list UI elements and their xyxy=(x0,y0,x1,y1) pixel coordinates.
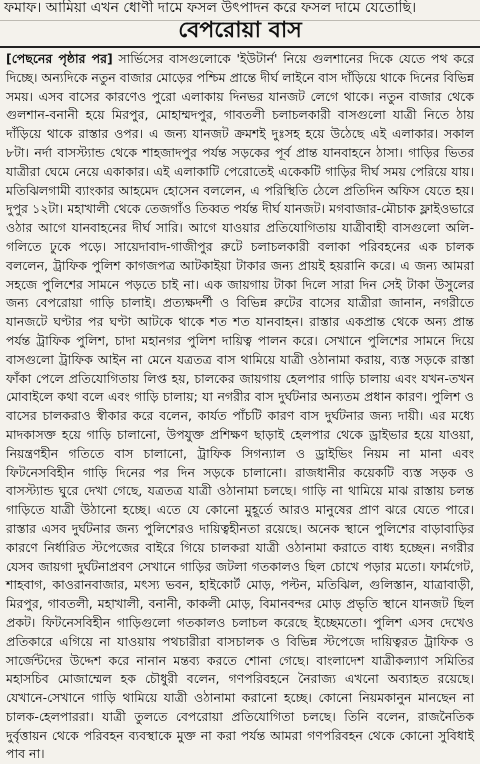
article-paragraph xyxy=(6,50,474,764)
article-text: সার্ভিসের বাসগুলোকে 'ইউটার্ন' নিয়ে গুলশানের দিকে যেতে পথ করে দিচ্ছে। অন্যদিকে নতুন বাজার মোড়ের পশ্চিম প্রান্তে দীর্ঘ লাইনে বাস দাঁড়িয়ে থাকে দিনের বিভিন্ন সময়। এসব বাসের কারণেও পুরো এলাকায় দিনভর যানজট লেগে থাকে। নতুন বাজার থেকে গুলশান-বনানী হয়ে মিরপুর, মোহাম্মদপুর, গাবতলী চলাচলকারী বাসগুলো যাত্রী নিতে ঠায় দাঁড়িয়ে থাকে রাস্তার ওপর। এ জন্য যানজট ক্রমশই দুঃসহ হয়ে উঠেছে এই এলাকার। সকাল ৮টা। নর্দা বাসস্ট্যান্ড থেকে শাহজাদপুর পর্যন্ত সড়কের পূর্ব প্রান্ত যানবাহনে ঠাসা। গাড়ির ভিতর যাত্রীরা ঘেমে নেয়ে একাকার। এই এলাকাটি পেরোতেই একেকটি গাড়ির দীর্ঘ সময় পেরিয়ে যায়। মতিঝিলগামী ব্যাংকার আহমেদ হোসেন বললেন, এ পরিস্থিতি ঠেলে প্রতিদিন অফিস যেতে হয়। দুপুর ১২টা। মহাখালী থেকে তেজগাঁও তিব্বত পর্যন্ত দীর্ঘ যানজট। মগবাজার-মৌচাক ফ্লাইওভারে ওঠার আগে যানবাহনের দীর্ঘ সারি। আগে যাওয়ার প্রতিযোগিতায় যাত্রীবাহী বাসগুলো অলি-গলিতে ঢুকে পড়ে। সায়েদাবাদ-গাজীপুর রুটে চলাচলকারী বলাকা পরিবহনের এক চালক বললেন, ট্রাফিক পুলিশ কাগজপত্র আটকাইয়া টাকার জন্য প্রায়ই হয়রানি করে। এ জন্য আমরা সহজে পুলিশের সামনে পড়তে চাই না। এক জায়গায় টাকা দিলে সারা দিন সেই টাকা উসুলের জন্য বেপরোয়া গাড়ি চালাই। প্রত্যক্ষদর্শী ও বিভিন্ন রুটের বাসের যাত্রীরা জানান, নগরীতে যানজটে ঘণ্টার পর ঘণ্টা আটকে থাকে শত শত যানবাহন। রাস্তার একপ্রান্ত থেকে অন্য প্রান্ত পর্যন্ত ট্রাফিক পুলিশ, চাদা মহানগর পুলিশ দায়িত্ব পালন করে। সেখানে পুলিশের সামনে দিয়ে বাসগুলো ট্রাফিক আইন না মেনে যত্রতত্র বাস থামিয়ে যাত্রী ওঠানামা করায়, ব্যস্ত সড়কে রাস্তা ফাঁকা পেলে প্রতিযোগিতায় লিপ্ত হয়, চালকের জায়গায় হেলপার গাড়ি চালায় এবং যখন-তখন মোবাইলে কথা বলে এবং গাড়ি চালায়; যা নগরীর বাস দুর্ঘটনার অন্যতম প্রধান কারণ। পুলিশ ও বাসের চালকরাও স্বীকার করে বলেন, কার্যত পাঁচটি কারণ বাস দুর্ঘটনার জন্য দায়ী। এর মধ্যে মাদকাসক্ত হয়ে গাড়ি চালানো, উপযুক্ত প্রশিক্ষণ ছাড়াই হেলপার থেকে ড্রাইভার হয়ে যাওয়া, নিয়ন্ত্রণহীন গতিতে বাস চালানো, ট্রাফিক সিগন্যাল ও ড্রাইভিং নিয়ম না মানা এবং ফিটনেসবিহীন গাড়ি দিনের পর দিন সড়কে চালানো। রাজধানীর কয়েকটি ব্যস্ত সড়ক ও বাসস্ট্যান্ড ঘুরে দেখা গেছে, যত্রতত্র যাত্রী ওঠানামা চলছে। গাড়ি না থামিয়ে মাঝ রাস্তায় চলন্ত গাড়িতে যাত্রী উঠানো হচ্ছে। এতে যে কোনো মুহূর্তে আরও মানুষের প্রাণ ঝরে যেতে পারে। রাস্তার এসব দুর্ঘটনার জন্য পুলিশেরও দায়িত্বহীনতা রয়েছে। অনেক স্থানে পুলিশের বাড়াবাড়ির কারণে নির্ধারিত স্টপেজের বাইরে গিয়ে চালকরা যাত্রী ওঠানামা করাতে বাধ্য হচ্ছেন। নগরীর যেসব জায়গা দুর্ঘটনাপ্রবণ সেখানে গাড়ির জটলা গতকালও ছিল চোখে পড়ার মতো। ফার্মগেট, শাহবাগ, কাওরানবাজার, মৎস্য ভবন, হাইকোর্ট মোড়, পল্টন, মতিঝিল, গুলিস্তান, যাত্রাবাড়ী, মিরপুর, গাবতলী, মহাখালী, বনানী, কাকলী মোড়, বিমানবন্দর মোড় প্রভৃতি স্থানে যানজট ছিল প্রকট। ফিটনেসবিহীন গাড়িগুলো গতকালও চলাচল করেছে ইচ্ছেমতো। পুলিশ এসব দেখেও প্রতিকারে এগিয়ে না যাওয়ায় পথচারীরা বাসচালক ও বিভিন্ন স্টপেজে দায়িত্বরত ট্রাফিক ও সার্জেন্টদের উদ্দেশ করে নানান মন্তব্য করতে শোনা গেছে। বাংলাদেশ যাত্রীকল্যাণ সমিতির মহাসচিব মোজাম্মেল হক চৌধুরী বলেন, গণপরিবহনে নৈরাজ্য এখনো অব্যাহত রয়েছে। যেখানে-সেখানে গাড়ি থামিয়ে যাত্রী ওঠানামা করানো হচ্ছে। কোনো নিয়মকানুন মানছেন না চালক-হেলপাররা। যাত্রী তুলতে বেপরোয়া প্রতিযোগিতা চলছে। তিনি বলেন, রাজনৈতিক দুর্বৃত্তায়ন থেকে পরিবহন ব্যবস্থাকে মুক্ত না করা পর্যন্ত আমরা গণপরিবহন থেকে কোনো সুবিধাই পাব না। xyxy=(6,51,474,762)
article-headline: বেপরোয়া বাস xyxy=(0,16,480,48)
article-body xyxy=(6,50,474,762)
clipped-text-line: ফমাফ। আমিয়া এখন ধোণী দামে ফসল উৎপাদন করে ফসল দামে যেতোছি। xyxy=(4,0,417,16)
continuation-marker: [পেছনের পৃষ্ঠার পর] xyxy=(6,51,113,66)
